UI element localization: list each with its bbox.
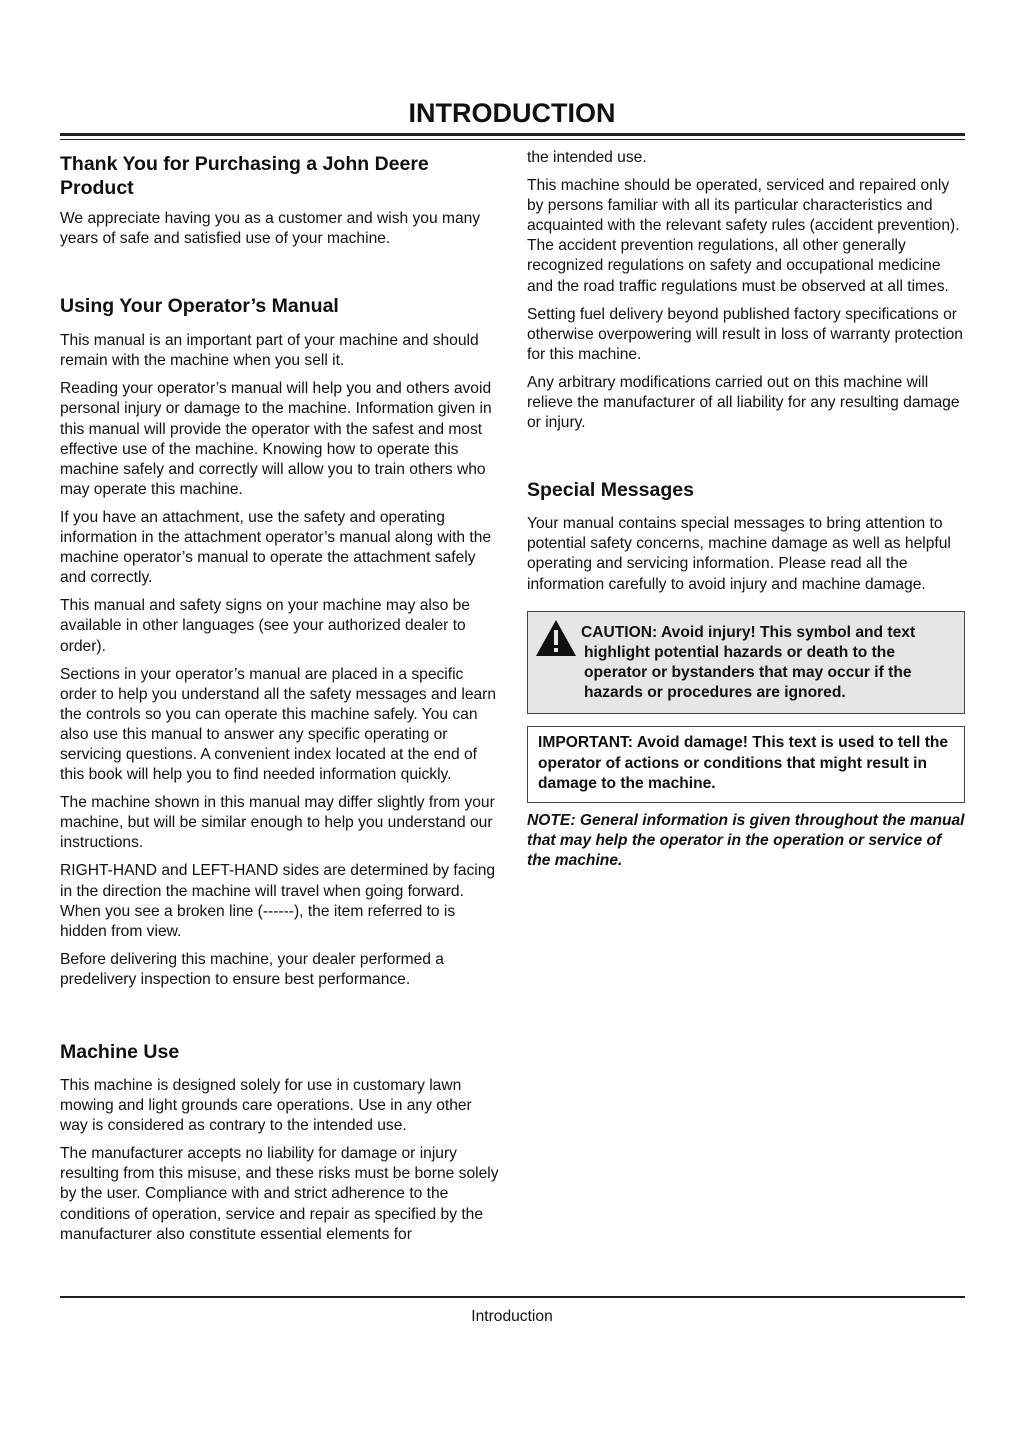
right-paragraph-1: This machine should be operated, serviced and repaired only by persons familiar with all its particular characteristics and acquainted with the relevant safety rules (accident prevention). The accident prevention regulations, all other generally recognized regulations on safety and occupational medicine and the road traffic regulations must be observed at all times. (527, 177, 960, 295)
manual-paragraph-3: If you have an attachment, use the safety and operating information in the attachment operator’s manual along with the machine operator’s manual to operate the attachment safely and correctly. (60, 508, 492, 587)
special-messages-paragraph: Your manual contains special messages to bring attention to potential safety concerns, machine damage as well as helpful operating and servicing information. Please read all the information carefully to avoid injury and machine damage. (527, 515, 951, 593)
page-footer: Introduction (471, 1308, 553, 1325)
operators-manual-heading: Using Your Operator’s Manual (60, 295, 339, 318)
page-title: INTRODUCTION (408, 98, 616, 128)
right-paragraph-2: Setting fuel delivery beyond published factory specifications or otherwise overpowering will result in loss of warranty protection for this machine. (527, 305, 963, 363)
caution-box (527, 611, 965, 715)
manual-paragraph-2: Reading your operator’s manual will help you and others avoid personal injury or damage to the machine. Information given in this manual will provide the operator with the safest and most effective use of the machine. Knowing how to operate this machine safely and correctly will allow you to train others who may operate this machine. (60, 380, 492, 498)
special-messages-heading: Special Messages (527, 479, 694, 502)
important-box: IMPORTANT: Avoid damage! This text is used to tell the operator of actions or conditions that might result in damage to the machine. (527, 726, 965, 803)
manual-paragraph-5: Sections in your operator’s manual are placed in a specific order to help you understand all the safety messages and learn the controls so you can operate this machine safely. You can also use this manual to answer any specific operating or servicing questions. A convenient index located at the end of this book will help you to find needed information quickly. (60, 665, 497, 784)
thank-you-paragraph: We appreciate having you as a customer and wish you many years of safe and satisfied use of your machine. (60, 210, 481, 248)
manual-paragraph-7: RIGHT-HAND and LEFT-HAND sides are determined by facing in the direction the machine will travel when going forward. When you see a broken line (------), the item referred to is hidden from view. (60, 862, 496, 940)
header-rule-thick (60, 133, 965, 136)
machine-use-heading: Machine Use (60, 1041, 180, 1063)
manual-paragraph-8: Before delivering this machine, your dealer performed a predelivery inspection to ensure best performance. (60, 950, 444, 988)
machine-use-paragraph-2: The manufacturer accepts no liability for damage or injury resulting from this misuse, and these risks must be borne solely by the user. Compliance with and strict adherence to the conditions of operation, service and repair as specified by the manufacturer also constitute essential elements for (60, 1145, 499, 1243)
machine-use-paragraph-1: This machine is designed solely for use in customary lawn mowing and light grounds care operations. Use in any other way is considered as contrary to the intended use. (60, 1077, 472, 1135)
right-column (527, 150, 965, 872)
continued-text: the intended use. (527, 149, 647, 166)
note-text: NOTE: General information is given throughout the manual that may help the operator in the operation or service of the machine. (527, 812, 965, 870)
left-column (60, 150, 500, 1253)
right-paragraph-3: Any arbitrary modifications carried out on this machine will relieve the manufacturer of all liability for any resulting damage or injury. (527, 373, 960, 432)
warning-triangle-icon (535, 618, 577, 658)
footer-rule (60, 1296, 965, 1298)
manual-paragraph-4: This manual and safety signs on your machine may also be available in other languages (see your authorized dealer to order). (60, 597, 470, 655)
manual-paragraph-1: This manual is an important part of your machine and should remain with the machine when you sell it. (60, 332, 479, 370)
manual-paragraph-6: The machine shown in this manual may differ slightly from your machine, but will be similar enough to help you understand our instructions. (60, 794, 495, 852)
thank-you-heading: Thank You for Purchasing a John Deere Product (60, 153, 429, 199)
header-rule-thin (60, 139, 965, 140)
caution-text: CAUTION: Avoid injury! This symbol and text highlight potential hazards or death to the operator or bystanders that may occur if the hazards or procedures are ignored. (581, 623, 916, 702)
